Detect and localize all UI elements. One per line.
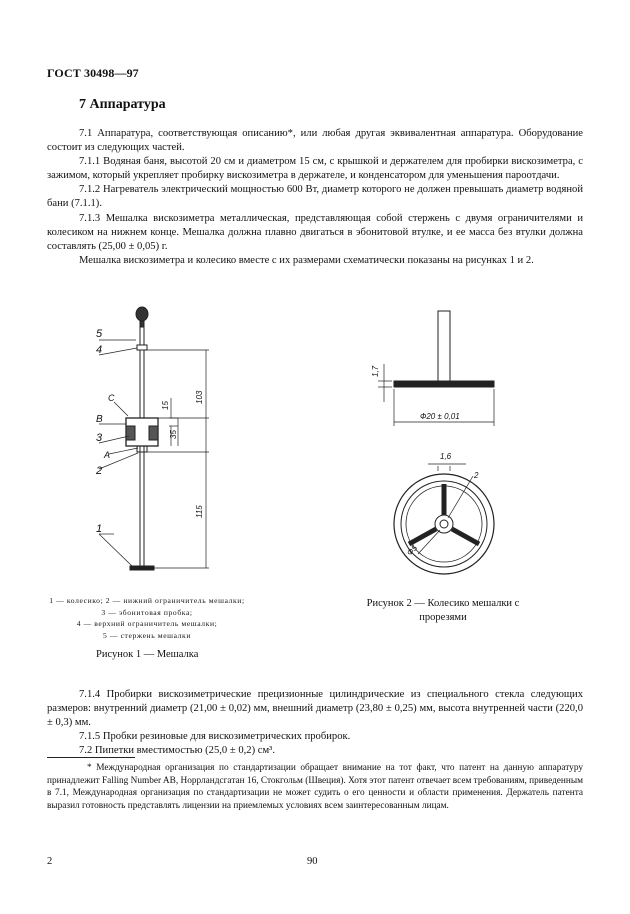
- legend-item: 1 — колесико;: [49, 596, 104, 605]
- document-header: ГОСТ 30498—97: [47, 66, 139, 80]
- legend-item: 3 — эбонитовая пробка;: [101, 607, 193, 617]
- legend-item: 2 — нижний ограничитель мешалки;: [105, 596, 245, 605]
- callout-label: C: [108, 393, 115, 403]
- callout-label: 4: [96, 344, 103, 356]
- page-number-center: 90: [307, 856, 318, 867]
- paragraph: 7.2 Пипетки вместимостью (25,0 ± 0,2) см³.: [79, 745, 275, 757]
- dimension-label: 35: [169, 430, 178, 439]
- footnote: [47, 762, 583, 812]
- figure-1-legend: [46, 595, 248, 641]
- section-title: 7 Аппаратура: [79, 97, 166, 112]
- body-text-top: [47, 127, 583, 268]
- paragraph: 7.1.1 Водяная баня, высотой 20 см и диаметром 15 см, с крышкой и держателем для пробирки вискозиметра, с зажимом, который укрепляет пробирку вискозиметра в держателе, и конденсатором для уменьшения пароотдачи.: [47, 156, 583, 182]
- dimension-label: Ф5: [405, 543, 420, 558]
- figure-2-wheel-drawing: [358, 306, 538, 586]
- paragraph: 7.1.3 Мешалка вискозиметра металлическая, представляющая собой стержень с двумя ограничителями и колесиком на нижнем конце. Мешалка должна плавно двигаться в эбонитовой втулке, и ее масса без втулки должна составлять (25,00 ± 0,05) г.: [47, 212, 583, 252]
- callout-label: 1: [96, 523, 103, 535]
- legend-item: 4 — верхний ограничитель мешалки;: [76, 619, 218, 629]
- paragraph: 7.1 Аппаратура, соответствующая описанию*, или любая другая эквивалентная аппаратура. Оборудование состоит из следующих частей.: [47, 128, 583, 154]
- paragraph: 7.1.5 Пробки резиновые для вискозиметрических пробирок.: [79, 731, 351, 743]
- dimension-label: Ф20 ± 0,01: [420, 412, 460, 421]
- callout-label: 3: [96, 432, 103, 444]
- figure-1-caption: Рисунок 1 — Мешалка: [96, 649, 199, 660]
- callout-label: B: [96, 414, 103, 425]
- page-number-left: 2: [47, 856, 53, 867]
- legend-item: 5 — стержень мешалки: [103, 630, 191, 640]
- figure-2-caption: Рисунок 2 — Колесико мешалки с прорезями: [366, 598, 520, 623]
- footnote-text: * Международная организация по стандартизации обращает внимание на тот факт, что патент на данную аппаратуру принадлежит Falling Number AB, Норрландсгатан 16, Стокгольм (Швеция). Хотя этот патент отвечает всем требованиям, приведенным в 7.1, Международная организация по стандартизации не может судить о его ценности и области применения. Держатель патента выразил готовность представлять лицензии на приемлемых условиях всем заинтересованным лицам.: [47, 763, 584, 811]
- body-text-bottom: [47, 688, 583, 758]
- paragraph: 7.1.4 Пробирки вискозиметрические прецизионные цилиндрические из специального стекла следующих размеров: внутренний диаметр (21,00 ± 0,02) мм, внешний диаметр (23,80 ± 0,25) мм, высота внутренней части (220,0 ± 0,3) мм.: [47, 689, 583, 729]
- dimension-label: 1,7: [371, 365, 380, 377]
- paragraph: 7.1.2 Нагреватель электрический мощностью 600 Вт, диаметр которого не должен превышать диаметр водяной бани (7.1.1).: [47, 184, 583, 210]
- dimension-label: 103: [195, 390, 204, 404]
- callout-label: 5: [96, 328, 103, 340]
- figure-1-stirrer-drawing: [44, 306, 224, 584]
- dimension-label: 1,6: [440, 452, 452, 461]
- dimension-label: 15: [161, 401, 170, 410]
- callout-label: 2: [96, 465, 103, 477]
- paragraph: Мешалка вискозиметра и колесико вместе с их размерами схематически показаны на рисунках 1 и 2.: [79, 254, 534, 266]
- dimension-label: 2: [474, 471, 479, 480]
- dimension-label: 115: [195, 505, 204, 518]
- footnote-divider: [47, 757, 135, 758]
- callout-label: A: [104, 450, 111, 460]
